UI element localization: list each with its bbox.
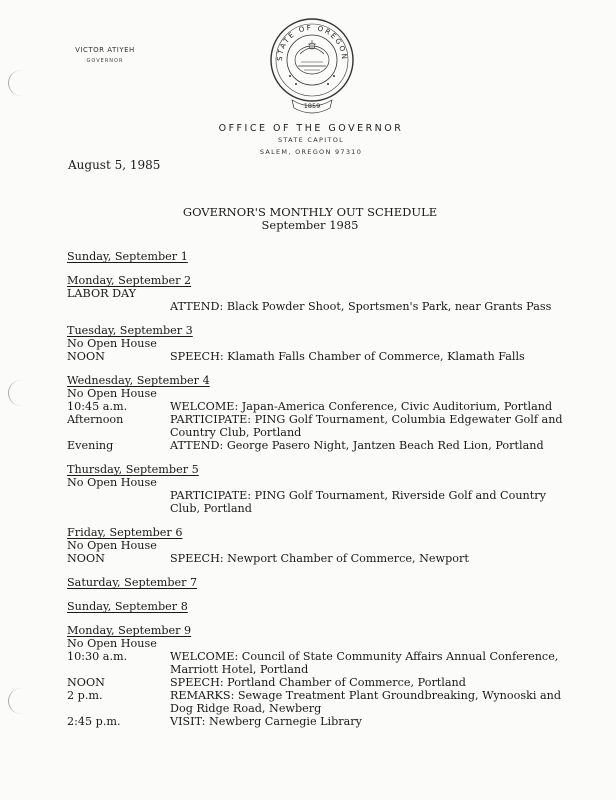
schedule-entry: [67, 489, 567, 515]
office-building: STATE CAPITOL: [277, 136, 345, 144]
schedule-entry: [67, 552, 567, 565]
entry-description: SPEECH: Newport Chamber of Commerce, Newport: [170, 552, 469, 565]
punch-hole-mark: [8, 688, 35, 714]
schedule-entry: [67, 715, 567, 728]
governor-title: GOVERNOR: [86, 58, 124, 64]
schedule-entry: [67, 287, 567, 300]
entry-time: [67, 300, 170, 313]
day-header: Monday, September 2: [67, 274, 192, 287]
schedule-day: [67, 250, 567, 263]
entry-description: [170, 539, 567, 552]
schedule-entry: [67, 350, 567, 363]
entry-description: ATTEND: George Pasero Night, Jantzen Beach Red Lion, Portland: [170, 439, 544, 452]
entry-description: [170, 637, 567, 650]
entry-description: WELCOME: Council of State Community Affairs Annual Conference, Marriott Hotel, Portland: [170, 650, 559, 676]
entry-time: No Open House: [67, 337, 157, 350]
day-header: Tuesday, September 3: [67, 324, 193, 337]
entry-description: SPEECH: Portland Chamber of Commerce, Portland: [170, 676, 466, 689]
seal-text: STATE OF OREGON: [275, 23, 349, 62]
schedule-day: [67, 526, 567, 565]
entry-time: [67, 489, 170, 515]
entry-time: No Open House: [67, 476, 157, 489]
entry-time: NOON: [67, 676, 105, 689]
schedule-day: [67, 463, 567, 515]
entry-time: 2:45 p.m.: [67, 715, 121, 728]
schedule-day: [67, 274, 567, 313]
schedule-entry: [67, 539, 567, 552]
entry-description: [170, 476, 567, 489]
day-header: Thursday, September 5: [67, 463, 199, 476]
entry-time: No Open House: [67, 387, 157, 400]
office-city: SALEM, OREGON 97310: [259, 148, 363, 156]
entry-description: WELCOME: Japan-America Conference, Civic Auditorium, Portland: [170, 400, 553, 413]
entry-time: 10:30 a.m.: [67, 650, 128, 663]
schedule-entry: [67, 637, 567, 650]
schedule-title: GOVERNOR'S MONTHLY OUT SCHEDULE: [182, 205, 438, 219]
entry-description: SPEECH: Klamath Falls Chamber of Commerce, Klamath Falls: [170, 350, 525, 363]
day-header: Monday, September 9: [67, 624, 192, 637]
schedule-entry: [67, 337, 567, 350]
entry-description: REMARKS: Sewage Treatment Plant Groundbreaking, Wynooski and Dog Ridge Road, Newberg: [170, 689, 562, 715]
schedule-day: [67, 374, 567, 452]
schedule-entry: [67, 650, 567, 676]
day-header: Wednesday, September 4: [67, 374, 210, 387]
entry-time: 10:45 a.m.: [67, 400, 128, 413]
entry-time: Afternoon: [67, 413, 124, 426]
schedule-entry: [67, 676, 567, 689]
day-header: Saturday, September 7: [67, 576, 198, 589]
punch-hole-mark: [8, 380, 35, 406]
office-heading: OFFICE OF THE GOVERNOR: [218, 123, 404, 134]
schedule-day: [67, 624, 567, 728]
schedule-day: [67, 324, 567, 363]
schedule-day: [67, 576, 567, 589]
entry-time: Evening: [67, 439, 114, 452]
schedule-entry: [67, 387, 567, 400]
entry-time: LABOR DAY: [67, 287, 137, 300]
day-header: Sunday, September 1: [67, 250, 188, 263]
schedule-entry: [67, 400, 567, 413]
punch-hole-mark: [8, 70, 35, 96]
schedule-entry: [67, 476, 567, 489]
governor-name: VICTOR ATIYEH: [75, 46, 135, 54]
entry-description: PARTICIPATE: PING Golf Tournament, Riverside Golf and Country Club, Portland: [170, 489, 546, 515]
entry-time: NOON: [67, 350, 105, 363]
entry-time: No Open House: [67, 637, 157, 650]
seal-year: 1859: [303, 102, 321, 110]
schedule-entry: [67, 439, 567, 452]
entry-description: [170, 387, 567, 400]
schedule-entry: [67, 413, 567, 439]
entry-description: ATTEND: Black Powder Shoot, Sportsmen's Park, near Grants Pass: [170, 300, 552, 313]
entry-description: PARTICIPATE: PING Golf Tournament, Columbia Edgewater Golf and Country Club, Portland: [170, 413, 563, 439]
letter-date: August 5, 1985: [68, 158, 161, 172]
day-header: Friday, September 6: [67, 526, 183, 539]
entry-time: 2 p.m.: [67, 689, 103, 702]
day-header: Sunday, September 8: [67, 600, 188, 613]
state-seal-icon: [268, 16, 356, 116]
entry-description: VISIT: Newberg Carnegie Library: [170, 715, 362, 728]
entry-description: [170, 337, 567, 350]
entry-description: [170, 287, 567, 300]
entry-time: NOON: [67, 552, 105, 565]
schedule-day: [67, 600, 567, 613]
schedule-list: [67, 250, 567, 739]
entry-time: No Open House: [67, 539, 157, 552]
schedule-subtitle: September 1985: [261, 218, 359, 232]
schedule-entry: [67, 300, 567, 313]
schedule-entry: [67, 689, 567, 715]
